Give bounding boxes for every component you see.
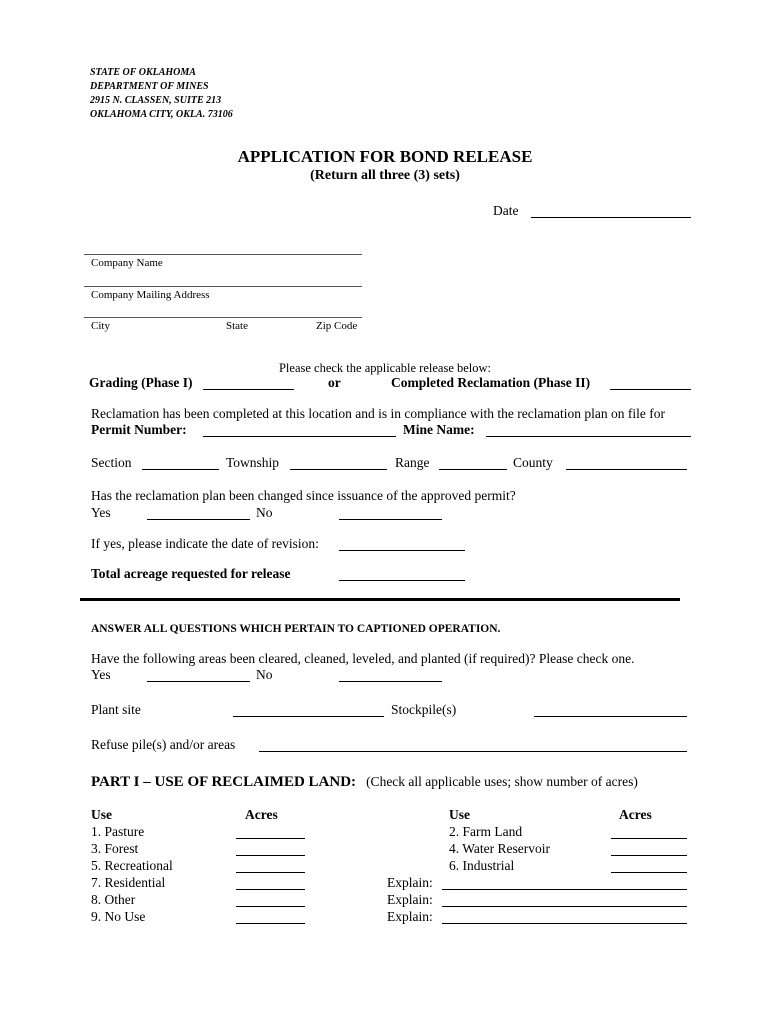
agency-header [90, 66, 233, 122]
stockpile-label: Stockpile(s) [391, 702, 457, 717]
phase1-label: Grading (Phase I) [89, 375, 193, 390]
range-label: Range [395, 455, 430, 470]
use-industrial-label: 6. Industrial [449, 858, 515, 873]
section-label: Section [91, 455, 132, 470]
mine-name-label: Mine Name: [403, 422, 475, 437]
form-title: APPLICATION FOR BOND RELEASE [237, 147, 533, 166]
compliance-statement: Reclamation has been completed at this location and is in compliance with the reclamation plan on file for [91, 406, 665, 421]
phase1-checkbox-field[interactable] [203, 389, 294, 390]
part1-note: (Check all applicable uses; show number of acres) [366, 774, 638, 789]
form-subtitle: (Return all three (3) sets) [310, 168, 460, 183]
use-farm-land-acres-field[interactable] [611, 838, 687, 839]
explain-no-use-label: Explain: [387, 909, 433, 924]
left-acres-header: Acres [245, 807, 278, 822]
use-water-reservoir-label: 4. Water Reservoir [449, 841, 551, 856]
plant-site-label: Plant site [91, 702, 141, 717]
cleared-yes-field[interactable] [147, 681, 250, 682]
use-recreational-acres-field[interactable] [236, 872, 305, 873]
refuse-pile-field[interactable] [259, 751, 687, 752]
township-label: Township [226, 455, 280, 470]
revision-date-label: If yes, please indicate the date of revision: [91, 536, 319, 551]
part1-heading-row [91, 773, 638, 791]
cleared-no-label: No [256, 667, 273, 682]
total-acreage-label: Total acreage requested for release [91, 566, 291, 581]
plant-site-field[interactable] [233, 716, 384, 717]
cleared-yes-label: Yes [91, 667, 111, 682]
release-instruction: Please check the applicable release below: [278, 361, 492, 375]
left-use-header: Use [91, 807, 112, 822]
city-label: City [91, 320, 110, 332]
agency-city: OKLAHOMA CITY, OKLA. 73106 [90, 109, 233, 120]
cleared-question: Have the following areas been cleared, cleaned, leveled, and planted (if required)? Please check one. [91, 651, 635, 666]
explain-other-label: Explain: [387, 892, 433, 907]
permit-number-field[interactable] [203, 436, 396, 437]
right-use-header: Use [449, 807, 470, 822]
use-residential-label: 7. Residential [91, 875, 166, 890]
department-name: DEPARTMENT OF MINES [90, 81, 209, 92]
right-acres-header: Acres [619, 807, 652, 822]
township-field[interactable] [290, 469, 387, 470]
county-field[interactable] [566, 469, 687, 470]
use-pasture-label: 1. Pasture [91, 824, 145, 839]
company-name-field[interactable] [84, 254, 362, 255]
explain-other-field[interactable] [442, 906, 687, 907]
use-other-acres-field[interactable] [236, 906, 305, 907]
zip-code-label: Zip Code [316, 320, 358, 332]
stockpile-field[interactable] [534, 716, 687, 717]
use-pasture-acres-field[interactable] [236, 838, 305, 839]
range-field[interactable] [439, 469, 507, 470]
revision-date-field[interactable] [339, 550, 465, 551]
cleared-no-field[interactable] [339, 681, 442, 682]
date-label: Date [493, 203, 519, 218]
use-water-reservoir-acres-field[interactable] [611, 855, 687, 856]
use-no-use-acres-field[interactable] [236, 923, 305, 924]
use-forest-acres-field[interactable] [236, 855, 305, 856]
use-forest-label: 3. Forest [91, 841, 139, 856]
or-label: or [328, 375, 341, 390]
use-recreational-label: 5. Recreational [91, 858, 173, 873]
part1-heading: PART I – USE OF RECLAIMED LAND: [91, 774, 357, 790]
city-state-zip-field[interactable] [84, 317, 362, 318]
phase2-checkbox-field[interactable] [610, 389, 691, 390]
company-name-label: Company Name [91, 257, 163, 269]
permit-number-label: Permit Number: [91, 422, 187, 437]
questions-heading: ANSWER ALL QUESTIONS WHICH PERTAIN TO CAPTIONED OPERATION. [91, 623, 501, 635]
company-mailing-address-label: Company Mailing Address [91, 289, 210, 301]
refuse-pile-label: Refuse pile(s) and/or areas [91, 737, 236, 752]
state-label: State [226, 320, 248, 332]
total-acreage-field[interactable] [339, 580, 465, 581]
use-residential-acres-field[interactable] [236, 889, 305, 890]
company-mailing-address-field[interactable] [84, 286, 362, 287]
agency-street: 2915 N. CLASSEN, SUITE 213 [90, 95, 222, 106]
use-farm-land-label: 2. Farm Land [449, 824, 523, 839]
plan-change-no-label: No [256, 505, 273, 520]
plan-change-no-field[interactable] [339, 519, 442, 520]
explain-residential-field[interactable] [442, 889, 687, 890]
section-field[interactable] [142, 469, 219, 470]
use-other-label: 8. Other [91, 892, 136, 907]
plan-change-question: Has the reclamation plan been changed since issuance of the approved permit? [91, 488, 516, 503]
use-industrial-acres-field[interactable] [611, 872, 687, 873]
explain-no-use-field[interactable] [442, 923, 687, 924]
plan-change-yes-field[interactable] [147, 519, 250, 520]
use-no-use-label: 9. No Use [91, 909, 146, 924]
explain-residential-label: Explain: [387, 875, 433, 890]
date-field[interactable] [531, 217, 691, 218]
phase2-label: Completed Reclamation (Phase II) [391, 375, 591, 390]
section-divider [80, 598, 680, 601]
county-label: County [513, 455, 553, 470]
agency-name: STATE OF OKLAHOMA [90, 67, 196, 78]
plan-change-yes-label: Yes [91, 505, 111, 520]
mine-name-field[interactable] [486, 436, 691, 437]
